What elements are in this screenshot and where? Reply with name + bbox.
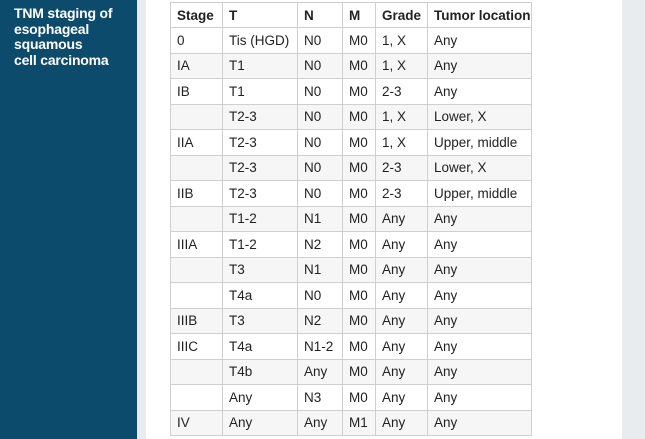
cell-n: N2 [298,232,343,258]
cell-m: M0 [343,385,376,411]
cell-tumor-location: Any [428,410,532,436]
table-row [171,308,532,334]
table-row [171,181,532,207]
cell-tumor-location: Any [428,334,532,360]
cell-tumor-location: Upper, middle [428,130,532,156]
table-row [171,28,532,54]
cell-tumor-location: Any [428,28,532,54]
cell-n: N0 [298,181,343,207]
cell-stage: IIB [171,181,223,207]
cell-stage: IV [171,410,223,436]
cell-stage [171,155,223,181]
cell-m: M0 [343,28,376,54]
cell-m: M0 [343,257,376,283]
cell-tumor-location: Any [428,79,532,105]
cell-m: M0 [343,79,376,105]
cell-grade: 2-3 [376,79,428,105]
table-row [171,130,532,156]
sidebar-title [14,6,134,68]
table-row [171,334,532,360]
table-row [171,283,532,309]
cell-grade: Any [376,232,428,258]
cell-m: M0 [343,308,376,334]
cell-m: M0 [343,155,376,181]
cell-grade: Any [376,334,428,360]
cell-n: N0 [298,283,343,309]
cell-m: M0 [343,206,376,232]
cell-t: T1 [223,79,298,105]
cell-grade: 2-3 [376,181,428,207]
cell-tumor-location: Lower, X [428,104,532,130]
cell-stage [171,283,223,309]
cell-tumor-location: Any [428,257,532,283]
cell-t: Any [223,410,298,436]
cell-n: N2 [298,308,343,334]
cell-n: Any [298,359,343,385]
cell-tumor-location: Upper, middle [428,181,532,207]
cell-stage [171,104,223,130]
cell-stage [171,385,223,411]
cell-t: T4a [223,334,298,360]
cell-m: M0 [343,334,376,360]
cell-n: N0 [298,79,343,105]
cell-grade: 1, X [376,28,428,54]
table-row [171,385,532,411]
cell-m: M0 [343,130,376,156]
table-row [171,53,532,79]
cell-t: T2-3 [223,181,298,207]
cell-m: M0 [343,359,376,385]
cell-t: T1-2 [223,206,298,232]
table-row [171,410,532,436]
cell-n: Any [298,410,343,436]
cell-n: N3 [298,385,343,411]
cell-grade: Any [376,410,428,436]
cell-grade: Any [376,257,428,283]
cell-m: M0 [343,181,376,207]
cell-grade: Any [376,283,428,309]
table-row [171,232,532,258]
cell-n: N0 [298,53,343,79]
cell-stage: IIIA [171,232,223,258]
cell-grade: Any [376,359,428,385]
header-stage: Stage [171,3,223,28]
cell-t: T2-3 [223,104,298,130]
table-row [171,257,532,283]
cell-grade: 2-3 [376,155,428,181]
table-row [171,359,532,385]
cell-n: N0 [298,155,343,181]
cell-t: T2-3 [223,155,298,181]
cell-t: T4a [223,283,298,309]
sidebar-title-line-2: esophageal [14,20,90,37]
table-body [171,28,532,436]
cell-stage: IIA [171,130,223,156]
cell-n: N1 [298,257,343,283]
cell-tumor-location: Any [428,53,532,79]
cell-tumor-location: Any [428,385,532,411]
sidebar-title-line-1: TNM staging of [14,5,113,21]
table-row [171,206,532,232]
table-row [171,79,532,105]
cell-m: M0 [343,283,376,309]
cell-n: N1-2 [298,334,343,360]
table-row [171,104,532,130]
header-t: T [223,3,298,28]
cell-stage: IB [171,79,223,105]
header-grade: Grade [376,3,428,28]
cell-m: M0 [343,53,376,79]
cell-stage [171,359,223,385]
cell-tumor-location: Any [428,308,532,334]
cell-grade: 1, X [376,130,428,156]
cell-grade: 1, X [376,104,428,130]
cell-stage: 0 [171,28,223,54]
cell-m: M0 [343,232,376,258]
cell-t: T1 [223,53,298,79]
cell-n: N0 [298,130,343,156]
staging-table [170,2,532,436]
cell-m: M1 [343,410,376,436]
sidebar-title-line-3: squamous [14,36,83,52]
cell-stage: IA [171,53,223,79]
cell-t: Any [223,385,298,411]
cell-tumor-location: Any [428,283,532,309]
cell-t: T4b [223,359,298,385]
header-tumor-location: Tumor location [428,3,532,28]
cell-stage [171,206,223,232]
cell-grade: Any [376,385,428,411]
cell-tumor-location: Any [428,232,532,258]
table-row [171,155,532,181]
header-n: N [298,3,343,28]
cell-m: M0 [343,104,376,130]
cell-n: N0 [298,28,343,54]
cell-grade: Any [376,206,428,232]
header-m: M [343,3,376,28]
cell-tumor-location: Any [428,359,532,385]
table-header-row [171,3,532,28]
cell-tumor-location: Lower, X [428,155,532,181]
cell-stage: IIIB [171,308,223,334]
cell-t: T1-2 [223,232,298,258]
cell-t: T3 [223,308,298,334]
cell-tumor-location: Any [428,206,532,232]
cell-n: N1 [298,206,343,232]
cell-grade: Any [376,308,428,334]
cell-t: Tis (HGD) [223,28,298,54]
sidebar-title-line-4: cell carcinoma [14,51,109,68]
cell-stage: IIIC [171,334,223,360]
cell-t: T2-3 [223,130,298,156]
cell-t: T3 [223,257,298,283]
cell-n: N0 [298,104,343,130]
table-card [146,0,622,439]
cell-stage [171,257,223,283]
cell-grade: 1, X [376,53,428,79]
sidebar-panel [0,0,137,439]
